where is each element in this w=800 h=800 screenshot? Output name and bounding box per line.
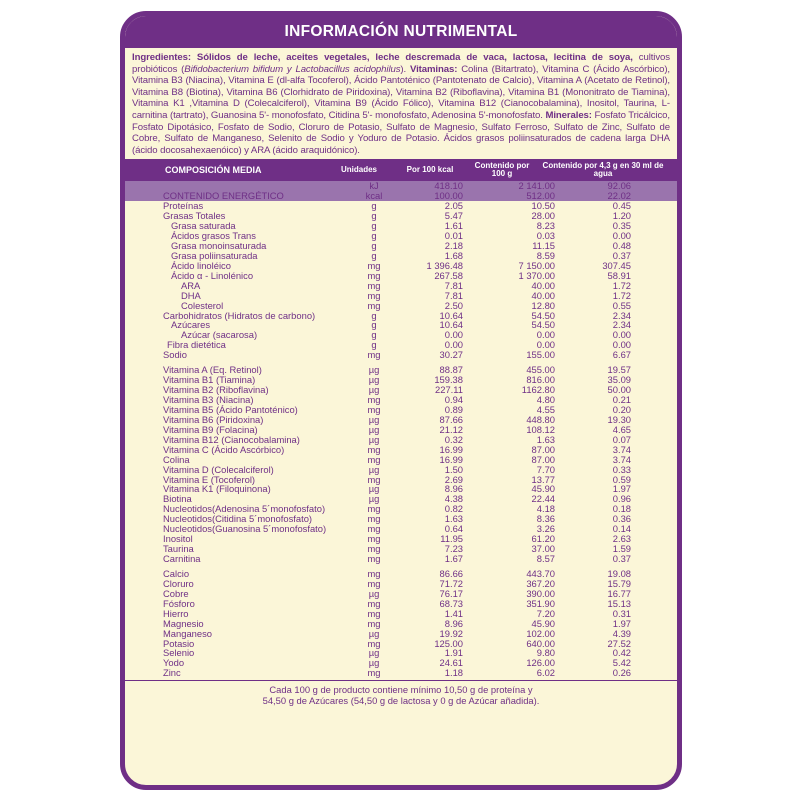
row-unit: g	[371, 230, 377, 242]
row-name: Magnesio	[163, 617, 204, 629]
ingredients-main: Sólidos de leche, aceites vegetales, leche descremada de vaca, lactosa, lecitina de soya,	[196, 52, 633, 63]
row-name: ARA	[181, 279, 201, 291]
table-row	[125, 639, 677, 649]
row-unit: µg	[368, 433, 380, 445]
row-name: Vitamina A (Eq. Retinol)	[163, 364, 262, 376]
row-value-portion: 0.55	[612, 299, 631, 311]
row-value-100g: 12.80	[531, 299, 555, 311]
row-name: Sodio	[163, 349, 187, 361]
row-name: Cloruro	[163, 577, 194, 589]
row-unit: mg	[367, 279, 381, 291]
row-unit: mg	[367, 597, 381, 609]
row-value-portion: 15.79	[607, 577, 631, 589]
row-name: Vitamina B12 (Cianocobalamina)	[163, 433, 300, 445]
row-unit: µg	[368, 384, 380, 396]
row-value-100g: 7 150.00	[518, 259, 555, 271]
row-unit: mg	[367, 259, 381, 271]
row-name: Azúcares	[171, 319, 211, 331]
table-row	[125, 271, 677, 281]
table-row	[125, 281, 677, 291]
row-value-portion: 1.97	[612, 617, 631, 629]
row-value-portion: 4.65	[612, 423, 631, 435]
footer-line-1: Cada 100 g de producto contiene mínimo 10,50 g de proteína y	[269, 684, 533, 696]
row-name: Nucleotidos(Citidina 5´monofosfato)	[163, 513, 313, 525]
row-name: Carnitina	[163, 553, 201, 565]
row-value-100kcal: 2.50	[444, 299, 463, 311]
row-name: Inositol	[163, 533, 193, 545]
row-name: Hierro	[163, 607, 189, 619]
row-value-portion: 0.18	[612, 503, 631, 515]
row-unit: µg	[368, 374, 380, 386]
row-value-100kcal: 76.17	[439, 587, 463, 599]
row-value-100g: 10.50	[531, 200, 555, 212]
minerals-section	[125, 569, 677, 678]
row-value-100g: 443.70	[526, 567, 555, 579]
row-unit: kcal	[365, 190, 383, 202]
row-value-portion: 1.72	[612, 289, 631, 301]
row-value-100g: 0.00	[536, 329, 555, 341]
row-value-100kcal: 1.67	[444, 553, 463, 565]
row-unit: mg	[367, 637, 381, 649]
row-value-100kcal: 2.18	[444, 239, 463, 251]
row-value-100kcal: 88.87	[439, 364, 463, 376]
row-value-portion: 2.34	[612, 309, 631, 321]
row-value-100kcal: 8.96	[444, 617, 463, 629]
table-row	[125, 350, 677, 360]
row-unit: g	[371, 319, 377, 331]
row-value-100kcal: 267.58	[434, 269, 463, 281]
row-value-portion: 0.37	[612, 553, 631, 565]
row-value-100g: 28.00	[531, 210, 555, 222]
row-value-portion: 0.42	[612, 647, 631, 659]
row-value-portion: 4.39	[612, 627, 631, 639]
row-unit: mg	[367, 349, 381, 361]
row-value-100kcal: 1.50	[444, 463, 463, 475]
row-value-100g: 455.00	[526, 364, 555, 376]
header-per-100kcal: Por 100 kcal	[406, 165, 454, 175]
row-value-portion: 0.45	[612, 200, 631, 212]
row-value-portion: 19.57	[607, 364, 631, 376]
row-value-100kcal: 87.66	[439, 413, 463, 425]
row-unit: mg	[367, 513, 381, 525]
row-value-portion: 0.96	[612, 493, 631, 505]
header-unit: Unidades	[340, 165, 377, 175]
ingredients-probiotics-a: cultivos probióticos (	[132, 52, 670, 75]
row-value-100g: 1.63	[536, 433, 555, 445]
row-value-100kcal: 2.05	[444, 200, 463, 212]
row-value-portion: 50.00	[607, 384, 631, 396]
table-row	[125, 554, 677, 564]
row-value-100g: 448.80	[526, 413, 555, 425]
row-unit: mg	[367, 617, 381, 629]
row-value-100kcal: 0.00	[444, 339, 463, 351]
row-value-100g: 351.90	[526, 597, 555, 609]
row-name: Vitamina B9 (Folacina)	[163, 423, 258, 435]
row-value-100g: 1 370.00	[518, 269, 555, 281]
row-unit: mg	[367, 289, 381, 301]
row-value-portion: 27.52	[607, 637, 631, 649]
table-header	[125, 159, 677, 181]
row-value-100g: 40.00	[531, 279, 555, 291]
row-name: Calcio	[163, 567, 190, 579]
row-value-portion: 19.08	[607, 567, 631, 579]
table-row	[125, 544, 677, 554]
table-row	[125, 569, 677, 579]
footer-note	[125, 680, 677, 706]
table-row	[125, 609, 677, 619]
row-value-100kcal: 68.73	[439, 597, 463, 609]
row-name: Manganeso	[163, 627, 212, 639]
row-unit: mg	[367, 667, 381, 679]
row-value-portion: 0.14	[612, 523, 631, 535]
row-unit: µg	[368, 463, 380, 475]
row-value-portion: 19.30	[607, 413, 631, 425]
row-value-100g: 102.00	[526, 627, 555, 639]
row-value-100g: 7.70	[536, 463, 555, 475]
row-unit: µg	[368, 364, 380, 376]
row-name: Proteínas	[163, 200, 204, 212]
row-name: Ácido linoléico	[171, 259, 231, 271]
row-value-100kcal: 71.72	[439, 577, 463, 589]
row-value-portion: 0.35	[612, 220, 631, 232]
row-value-100g: 4.80	[536, 394, 555, 406]
row-value-portion: 0.21	[612, 394, 631, 406]
row-name: CONTENIDO ENERGÉTICO	[163, 190, 284, 202]
row-value-portion: 0.36	[612, 513, 631, 525]
row-unit: mg	[367, 299, 381, 311]
row-unit: µg	[368, 413, 380, 425]
row-unit: g	[371, 329, 377, 341]
minerals-text: Fosfato Tricálcico, Fosfato Dipotásico, Fosfato de Sodio, Cloruro de Potasio, Sulfato de Magnesio, Sulfato Ferroso, Sulfato de Zinc, Sulfato de Cobre, Sulfato de Manganeso, Selenito de Sodio y Yoduro de Potasio. Ácidos grasos poliinsaturados de cadena larga DHA (ácido docosahexaenóico) y ARA (ácido araquidónico).	[132, 109, 670, 156]
row-value-100kcal: 0.64	[444, 523, 463, 535]
row-unit: µg	[368, 657, 380, 669]
row-name: Fósforo	[163, 597, 195, 609]
row-value-100kcal: 1.68	[444, 249, 463, 261]
row-value-100kcal: 1.41	[444, 607, 463, 619]
row-unit: µg	[368, 647, 380, 659]
row-name: Carbohidratos (Hidratos de carbono)	[163, 309, 316, 321]
row-value-100kcal: 0.00	[444, 329, 463, 341]
row-name: Vitamina C (Ácido Ascórbico)	[163, 443, 285, 455]
row-value-100kcal: 227.11	[435, 384, 463, 396]
table-row	[125, 658, 677, 668]
row-name: Vitamina B5 (Ácido Pantoténico)	[163, 403, 298, 415]
table-row	[125, 445, 677, 455]
row-value-100g: 512.00	[526, 190, 555, 202]
row-unit: mg	[367, 403, 381, 415]
row-unit: mg	[367, 473, 381, 485]
row-value-portion: 5.42	[612, 657, 631, 669]
row-name: Vitamina K1 (Filoquinona)	[163, 483, 271, 495]
table-row	[125, 191, 677, 201]
table-row	[125, 668, 677, 678]
row-value-100kcal: 10.64	[439, 319, 463, 331]
row-unit: g	[371, 220, 377, 232]
row-value-100g: 11.15	[532, 239, 555, 251]
row-value-100kcal: 16.99	[439, 443, 463, 455]
row-value-portion: 1.59	[612, 543, 631, 555]
row-value-100g: 54.50	[531, 309, 555, 321]
row-name: Ácidos grasos Trans	[171, 230, 256, 242]
row-value-portion: 0.00	[612, 230, 631, 242]
panel-title: INFORMACIÓN NUTRIMENTAL	[125, 16, 677, 48]
row-value-100kcal: 10.64	[439, 309, 463, 321]
row-name: Fibra dietética	[167, 339, 226, 351]
row-value-portion: 0.00	[612, 339, 631, 351]
row-name: Nucleotidos(Adenosina 5´monofosfato)	[163, 503, 326, 515]
row-name: Vitamina E (Tocoferol)	[163, 473, 256, 485]
row-value-100kcal: 0.94	[444, 394, 463, 406]
row-unit: mg	[367, 607, 381, 619]
row-value-100kcal: 418.10	[434, 180, 463, 192]
row-value-100kcal: 4.38	[444, 493, 463, 505]
row-value-portion: 0.20	[612, 403, 631, 415]
row-unit: µg	[368, 483, 380, 495]
row-value-100kcal: 0.82	[444, 503, 463, 515]
table-row	[125, 340, 677, 350]
row-name: Cobre	[163, 587, 189, 599]
row-value-100g: 0.03	[536, 230, 555, 242]
minerals-label: Minerales:	[545, 109, 592, 121]
row-value-100kcal: 0.89	[444, 403, 463, 415]
row-value-portion: 307.45	[602, 259, 631, 271]
row-value-portion: 22.02	[607, 190, 631, 202]
row-value-100g: 87.00	[531, 453, 555, 465]
row-value-100g: 45.90	[531, 483, 555, 495]
row-value-100kcal: 7.81	[444, 279, 463, 291]
row-value-portion: 0.00	[612, 329, 631, 341]
row-name: Taurina	[163, 543, 194, 555]
row-name: Vitamina D (Colecalciferol)	[163, 463, 274, 475]
row-name: Grasa poliinsaturada	[171, 249, 258, 261]
row-name: Selenio	[163, 647, 195, 659]
row-unit: µg	[368, 423, 380, 435]
row-value-portion: 0.31	[612, 607, 631, 619]
row-unit: g	[371, 200, 377, 212]
row-value-100kcal: 1.61	[444, 220, 463, 232]
row-value-100kcal: 11.95	[440, 533, 463, 545]
row-unit: mg	[367, 394, 381, 406]
row-value-100g: 8.23	[536, 220, 555, 232]
row-value-100g: 816.00	[526, 374, 555, 386]
table-row	[125, 589, 677, 599]
table-row	[125, 579, 677, 589]
row-value-portion: 0.48	[612, 239, 631, 251]
row-value-portion: 92.06	[607, 180, 631, 192]
row-unit: mg	[367, 577, 381, 589]
row-value-100g: 54.50	[531, 319, 555, 331]
header-per-portion: Contenido por 4,3 g en 30 ml de agua	[542, 160, 664, 179]
row-value-portion: 1.72	[612, 279, 631, 291]
row-value-100kcal: 100.00	[434, 190, 463, 202]
vitamins-text: Colina (Bitartrato), Vitamina C (Ácido Ascórbico), Vitamina B3 (Niacina), Vitamina E (dl-alfa Tocoferol), Ácido Pantoténico (Pantotenato de Calcio), Vitamina A (Acetato de Retinol), Vitamina B8 (Biotina), Vitamina B6 (Clorhidrato de Piridoxina), Vitamina B2 (Riboflavina), Vitamina B1 (Mononitrato de Tiamina), Vitamina K1 ,Vitamina D (Colecalciferol), Vitamina B9 (Ácido Fólico), Vitamina B12 (Cianocobalamina), Inositol, Taurina, L-carnitina (tartrato), Guanosina 5'- monofosfato, Citidina 5'- monofosfato, Adenosina 5'-monofosfato.	[132, 63, 670, 121]
row-value-portion: 3.74	[612, 443, 631, 455]
row-unit: mg	[367, 543, 381, 555]
row-unit: mg	[367, 567, 381, 579]
row-unit: mg	[367, 269, 381, 281]
row-value-100g: 8.36	[536, 513, 555, 525]
row-value-100kcal: 0.32	[444, 433, 463, 445]
row-value-100g: 9.80	[536, 647, 555, 659]
row-name: Vitamina B3 (Niacina)	[163, 394, 254, 406]
row-unit: mg	[367, 533, 381, 545]
row-unit: g	[371, 249, 377, 261]
ingredients-probiotics-italic: Bifidobacterium bifidum y Lactobacillus acidophilus	[184, 63, 401, 75]
row-value-portion: 0.59	[612, 473, 631, 485]
row-name: Grasa monoinsaturada	[171, 239, 267, 251]
table-row	[125, 484, 677, 494]
footer-line-2: 54,50 g de Azúcares (54,50 g de lactosa y 0 g de Azúcar añadida).	[262, 695, 540, 707]
row-unit: kJ	[369, 180, 379, 192]
ingredients-block	[125, 48, 677, 159]
row-value-portion: 16.77	[607, 587, 631, 599]
row-value-100kcal: 1.18	[444, 667, 463, 679]
row-value-100kcal: 24.61	[439, 657, 463, 669]
row-value-100g: 61.20	[531, 533, 555, 545]
row-unit: mg	[367, 523, 381, 535]
row-name: DHA	[181, 289, 201, 301]
row-value-portion: 6.67	[612, 349, 631, 361]
row-name: Grasas Totales	[163, 210, 226, 222]
row-unit: g	[371, 339, 377, 351]
vitamins-section	[125, 365, 677, 564]
row-name: Biotina	[163, 493, 192, 505]
row-name: Nucleotidos(Guanosina 5´monofosfato)	[163, 523, 327, 535]
row-value-100g: 22.44	[531, 493, 555, 505]
row-name: Ácido α - Linolénico	[171, 269, 254, 281]
row-value-portion: 35.09	[607, 374, 631, 386]
row-value-portion: 1.20	[612, 210, 631, 222]
row-value-portion: 2.63	[612, 533, 631, 545]
row-value-100g: 640.00	[526, 637, 555, 649]
row-value-100g: 7.20	[536, 607, 555, 619]
row-value-100g: 390.00	[526, 587, 555, 599]
row-unit: µg	[368, 627, 380, 639]
row-value-100g: 4.18	[536, 503, 555, 515]
row-unit: mg	[367, 503, 381, 515]
row-value-portion: 3.74	[612, 453, 631, 465]
row-value-100kcal: 7.23	[444, 543, 463, 555]
ingredients-probiotics-b: ).	[400, 63, 407, 75]
row-value-portion: 58.91	[607, 269, 631, 281]
energy-section	[125, 181, 677, 201]
row-unit: g	[371, 210, 377, 222]
row-value-100g: 1162.80	[521, 384, 555, 396]
row-value-100g: 6.02	[536, 667, 555, 679]
row-value-100kcal: 5.47	[444, 210, 463, 222]
row-value-portion: 1.97	[612, 483, 631, 495]
table-row	[125, 524, 677, 534]
row-name: Yodo	[163, 657, 185, 669]
row-name: Potasio	[163, 637, 195, 649]
row-unit: mg	[367, 443, 381, 455]
table-row	[125, 629, 677, 639]
row-value-100g: 4.55	[536, 403, 555, 415]
table-row	[125, 534, 677, 544]
row-value-portion: 0.26	[612, 667, 631, 679]
row-value-100kcal: 1 396.48	[426, 259, 463, 271]
row-value-100g: 108.12	[526, 423, 555, 435]
row-value-100g: 13.77	[531, 473, 555, 485]
row-unit: g	[371, 239, 377, 251]
header-per-100g: Contenido por 100 g	[474, 160, 530, 179]
row-name: Azúcar (sacarosa)	[181, 329, 258, 341]
vitamins-label: Vitaminas:	[409, 63, 458, 75]
row-value-100g: 40.00	[531, 289, 555, 301]
row-value-100g: 155.00	[526, 349, 555, 361]
row-unit: µg	[368, 493, 380, 505]
row-value-100kcal: 159.38	[434, 374, 463, 386]
row-value-100kcal: 19.92	[439, 627, 463, 639]
row-value-100g: 367.20	[526, 577, 555, 589]
row-unit: mg	[367, 453, 381, 465]
nutrition-panel	[120, 11, 682, 790]
row-value-100kcal: 86.66	[439, 567, 463, 579]
row-value-100g: 3.26	[536, 523, 555, 535]
row-value-100g: 8.59	[536, 249, 555, 261]
row-value-100g: 0.00	[536, 339, 555, 351]
row-name: Grasa saturada	[171, 220, 236, 232]
row-value-portion: 0.07	[612, 433, 631, 445]
header-name: COMPOSICIÓN MEDIA	[165, 165, 262, 176]
row-value-100kcal: 30.27	[439, 349, 463, 361]
row-name: Zinc	[163, 667, 181, 679]
row-value-100g: 2 141.00	[518, 180, 555, 192]
row-value-100kcal: 125.00	[434, 637, 463, 649]
row-value-portion: 0.37	[612, 249, 631, 261]
row-value-portion: 15.13	[607, 597, 631, 609]
row-value-100g: 87.00	[531, 443, 555, 455]
table-row	[125, 648, 677, 658]
row-value-100kcal: 1.63	[444, 513, 463, 525]
row-value-100kcal: 0.01	[444, 230, 463, 242]
row-name: Vitamina B6 (Piridoxina)	[163, 413, 264, 425]
table-row	[125, 599, 677, 609]
row-unit: g	[371, 309, 377, 321]
row-value-100kcal: 1.91	[444, 647, 463, 659]
ingredients-label: Ingredientes:	[132, 52, 191, 63]
row-value-100g: 45.90	[531, 617, 555, 629]
row-value-100kcal: 21.12	[439, 423, 463, 435]
row-name: Colina	[163, 453, 190, 465]
row-value-portion: 2.34	[612, 319, 631, 331]
row-name: Vitamina B2 (Riboflavina)	[163, 384, 269, 396]
row-value-100g: 8.57	[536, 553, 555, 565]
row-unit: mg	[367, 553, 381, 565]
row-value-100g: 126.00	[526, 657, 555, 669]
row-value-portion: 0.33	[612, 463, 631, 475]
row-value-100g: 37.00	[531, 543, 555, 555]
macros-section	[125, 201, 677, 360]
row-name: Colesterol	[181, 299, 224, 311]
row-value-100kcal: 7.81	[444, 289, 463, 301]
row-value-100kcal: 8.96	[444, 483, 463, 495]
row-value-100kcal: 2.69	[444, 473, 463, 485]
row-value-100kcal: 16.99	[439, 453, 463, 465]
row-unit: µg	[368, 587, 380, 599]
row-name: Vitamina B1 (Tiamina)	[163, 374, 256, 386]
